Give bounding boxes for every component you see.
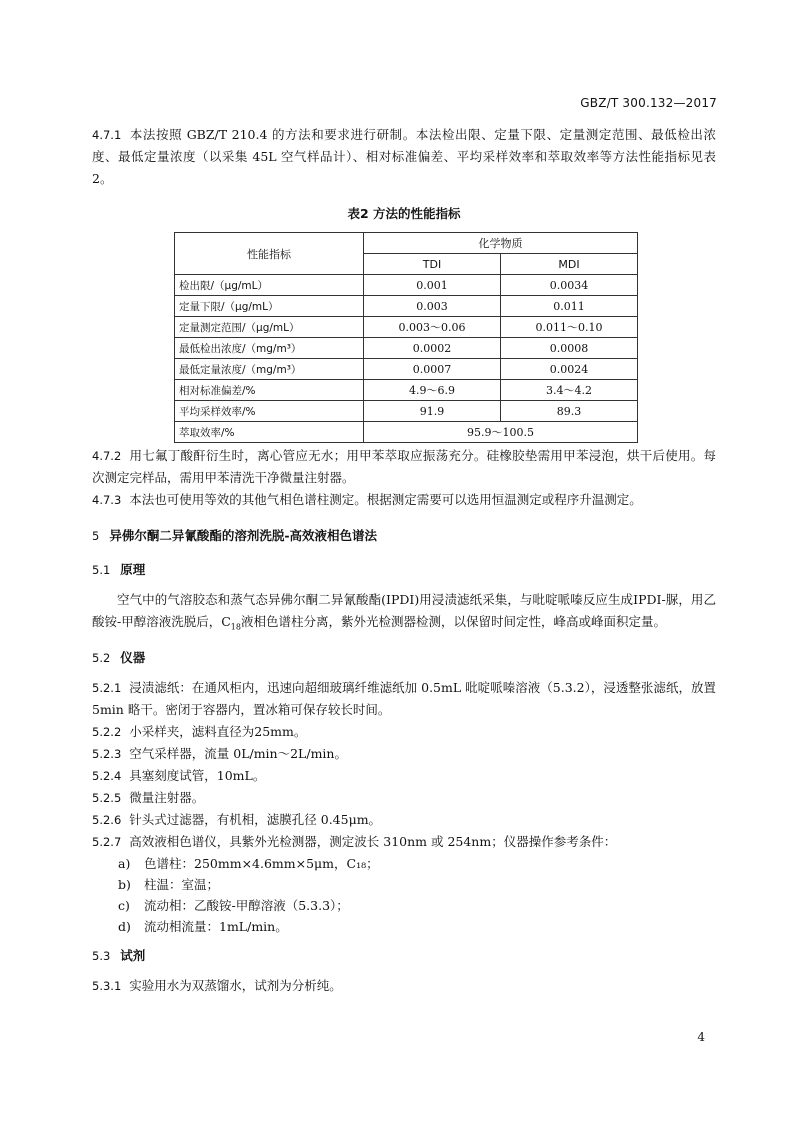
header-tdi: TDI [364, 254, 501, 275]
row-label: 定量下限/（μg/mL） [175, 296, 364, 317]
cell-mdi: 0.0024 [501, 359, 638, 380]
section-5-1-heading [92, 559, 716, 581]
list-marker: a) [118, 855, 131, 871]
row-label: 相对标准偏差/% [175, 380, 364, 401]
table-caption: 表2 方法的性能指标 [347, 206, 461, 221]
principle-text-b: 液相色谱柱分离，紫外光检测器检测，以保留时间定性，峰高或峰面积定量。 [240, 614, 666, 629]
section-number: 5.1 [92, 563, 111, 577]
table-row [175, 401, 638, 422]
clause-text: 本法按照 GBZ/T 210.4 的方法和要求进行研制。本法检出限、定量下限、定量测定范围、最低检出浓度、最低定量浓度（以采集 45L 空气样品计）、相对标准偏差、平均采样效率和萃取效率等方法性能指标见表 2。 [92, 127, 716, 186]
clause-number: 5.2.3 [92, 746, 122, 761]
page-number: 4 [697, 1030, 705, 1044]
clause-text: 本法也可使用等效的其他气相色谱柱测定。根据测定需要可以选用恒温测定或程序升温测定。 [129, 492, 642, 507]
table-row [175, 275, 638, 296]
clause-text: 空气采样器，流量 0L/min～2L/min。 [129, 745, 347, 761]
cell-mdi: 0.011 [501, 296, 638, 317]
cell-tdi: 0.003 [364, 296, 501, 317]
section-number: 5.2 [92, 650, 111, 665]
principle-text-a: 空气中的气溶胶态和蒸气态异佛尔酮二异氰酸酯(IPDI)用浸渍滤纸采集，与吡啶哌嗪反应生成IPDI-脲，用乙酸铵-甲醇溶液洗脱后，C [92, 592, 716, 629]
table-row [175, 317, 638, 338]
clause-number: 5.2.1 [92, 680, 122, 695]
clause-number: 5.2.4 [92, 768, 122, 783]
table-row [175, 380, 638, 401]
clause-number: 4.7.2 [92, 449, 122, 463]
row-label: 检出限/（μg/mL） [175, 275, 364, 296]
cell-tdi: 0.003～0.06 [364, 317, 501, 338]
list-text: 流动相流量：1mL/min。 [144, 918, 288, 934]
clause-4-7-1 [92, 124, 716, 190]
list-marker: d) [118, 918, 131, 934]
clause-text: 浸渍滤纸：在通风柜内，迅速向超细玻璃纤维滤纸加 0.5mL 吡啶哌嗪溶液（5.3.2），浸透整张滤纸，放置 5min 略干。密闭于容器内，置冰箱可保存较长时间。 [92, 679, 716, 717]
section-number: 5.3 [92, 948, 111, 963]
clause-number: 4.7.3 [92, 493, 122, 507]
cell-mdi: 0.011～0.10 [501, 317, 638, 338]
header-metric: 性能指标 [175, 233, 364, 275]
clause-5-2-6 [92, 809, 716, 831]
cell-tdi: 91.9 [364, 401, 501, 422]
clause-5-2-5 [92, 787, 716, 809]
cell-merged: 95.9～100.5 [364, 422, 638, 443]
section-title: 异佛尔酮二异氰酸酯的溶剂洗脱-高效液相色谱法 [109, 528, 378, 543]
row-label: 平均采样效率/% [175, 401, 364, 422]
list-marker: c) [118, 897, 130, 913]
clause-5-2-7 [92, 831, 716, 853]
list-text: 柱温：室温； [144, 876, 220, 892]
list-item [92, 916, 716, 937]
clause-number: 5.2.2 [92, 724, 122, 739]
clause-number: 5.2.6 [92, 812, 122, 827]
list-item [92, 874, 716, 895]
cell-tdi: 0.001 [364, 275, 501, 296]
section-5-2-heading [92, 647, 716, 669]
table-row [175, 338, 638, 359]
list-item [92, 895, 716, 916]
section-title: 仪器 [120, 649, 146, 665]
header-chemical: 化学物质 [364, 233, 638, 254]
cell-mdi: 0.0034 [501, 275, 638, 296]
clause-5-2-1 [92, 677, 716, 721]
row-label: 最低定量浓度/（mg/m³） [175, 359, 364, 380]
clause-number: 5.2.5 [92, 790, 122, 805]
clause-number: 4.7.1 [92, 128, 122, 142]
cell-tdi: 0.0002 [364, 338, 501, 359]
cell-mdi: 89.3 [501, 401, 638, 422]
clause-text: 实验用水为双蒸馏水，试剂为分析纯。 [129, 977, 342, 993]
clause-text: 具塞刻度试管，10mL。 [129, 767, 266, 783]
table-header-row [175, 233, 638, 254]
clause-text: 小采样夹，滤料直径为25mm。 [129, 723, 307, 739]
clause-text: 用七氟丁酸酐衍生时，离心管应无水；用甲苯萃取应振荡充分。硅橡胶垫需用甲苯浸泡，烘干后使用。每次测定完样品，需用甲苯清洗干净微量注射器。 [92, 448, 716, 485]
clause-text: 高效液相色谱仪，具紫外光检测器，测定波长 310nm 或 254nm；仪器操作参考条件： [129, 833, 617, 849]
row-label: 萃取效率/% [175, 422, 364, 443]
cell-tdi: 0.0007 [364, 359, 501, 380]
document-body [92, 124, 716, 997]
cell-mdi: 3.4～4.2 [501, 380, 638, 401]
clause-number: 5.3.1 [92, 978, 122, 993]
list-text: 流动相：乙酸铵-甲醇溶液（5.3.3）； [144, 897, 349, 913]
cell-tdi: 4.9～6.9 [364, 380, 501, 401]
principle-subscript: 18 [230, 622, 241, 632]
section-title: 原理 [120, 562, 146, 577]
principle-paragraph [92, 589, 716, 639]
standard-number: GBZ/T 300.132—2017 [580, 96, 717, 110]
list-text: 色谱柱：250mm×4.6mm×5μm，C₁₈； [144, 855, 379, 871]
clause-number: 5.2.7 [92, 834, 122, 849]
clause-text: 微量注射器。 [129, 789, 205, 805]
section-title: 试剂 [120, 947, 146, 963]
section-5-heading [92, 525, 716, 547]
clause-5-2-2 [92, 721, 716, 743]
clause-4-7-2 [92, 445, 716, 489]
table-row [175, 296, 638, 317]
clause-5-2-3 [92, 743, 716, 765]
header-mdi: MDI [501, 254, 638, 275]
list-item [92, 853, 716, 874]
row-label: 定量测定范围/（μg/mL） [175, 317, 364, 338]
clause-4-7-3 [92, 489, 716, 511]
table-row [175, 359, 638, 380]
row-label: 最低检出浓度/（mg/m³） [175, 338, 364, 359]
section-number: 5 [92, 529, 100, 543]
list-marker: b) [118, 876, 131, 892]
performance-table [174, 232, 638, 443]
clause-5-3-1 [92, 975, 716, 997]
clause-5-2-4 [92, 765, 716, 787]
table-row [175, 422, 638, 443]
section-5-3-heading [92, 945, 716, 967]
cell-mdi: 0.0008 [501, 338, 638, 359]
clause-text: 针头式过滤器，有机相，滤膜孔径 0.45μm。 [129, 811, 382, 827]
